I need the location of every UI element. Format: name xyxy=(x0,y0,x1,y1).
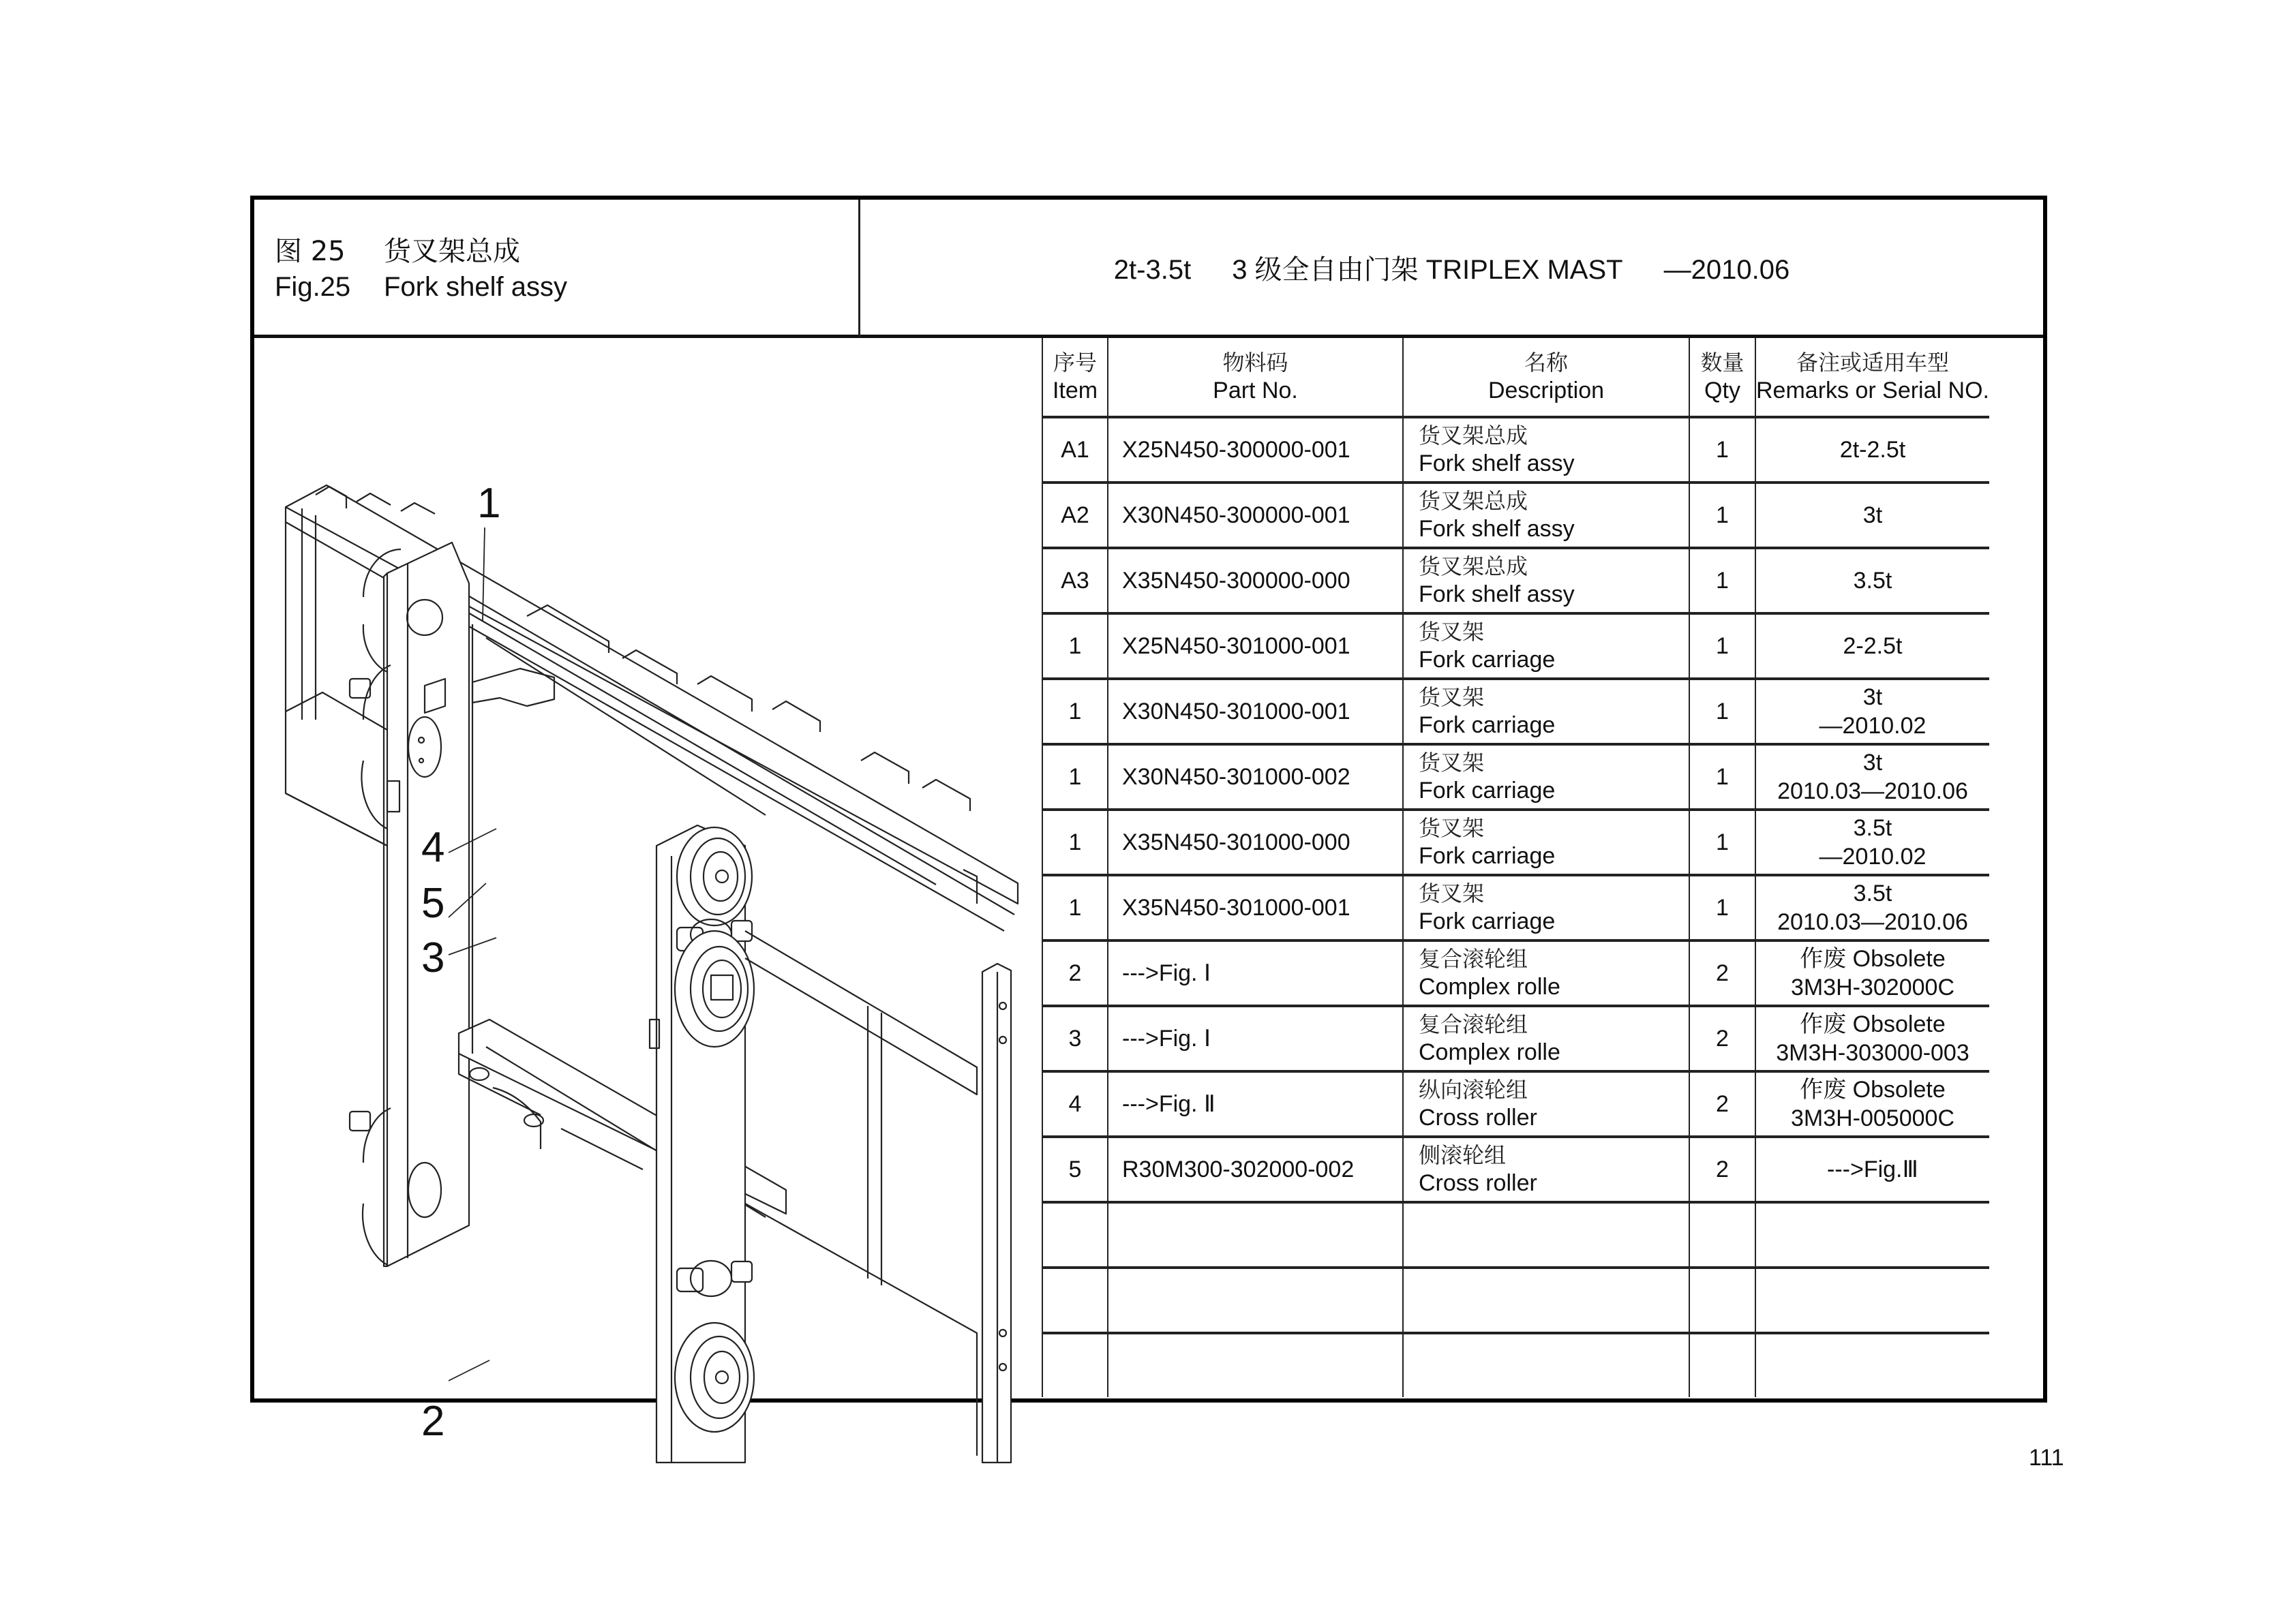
cell-description: 货叉架总成 Fork shelf assy xyxy=(1403,417,1689,483)
cell-part-no: --->Fig. Ⅱ xyxy=(1108,1071,1403,1137)
cell-description xyxy=(1403,1268,1689,1333)
table-row xyxy=(1042,875,1989,940)
table-row xyxy=(1042,613,1989,679)
figure-title-block xyxy=(254,200,860,338)
cell-item: A2 xyxy=(1042,483,1108,548)
cell-part-no: X30N450-301000-001 xyxy=(1108,679,1403,744)
figure-cn-name: 货叉架总成 xyxy=(384,236,520,267)
figure-en-label: Fig.25 xyxy=(275,272,351,302)
cell-description: 复合滚轮组 Complex rolle xyxy=(1403,940,1689,1006)
cell-part-no: X35N450-300000-000 xyxy=(1108,548,1403,613)
table-row xyxy=(1042,1006,1989,1071)
cell-remarks: 作废 Obsolete 3M3H-005000C xyxy=(1755,1071,1989,1137)
cell-part-no: X30N450-301000-002 xyxy=(1108,744,1403,810)
cell-qty: 1 xyxy=(1689,417,1755,483)
cell-part-no: X25N450-301000-001 xyxy=(1108,613,1403,679)
cell-remarks: 2-2.5t xyxy=(1755,613,1989,679)
cell-item: 1 xyxy=(1042,679,1108,744)
cell-remarks: 作废 Obsolete 3M3H-303000-003 xyxy=(1755,1006,1989,1071)
cell-qty: 1 xyxy=(1689,548,1755,613)
cell-part-no: X25N450-300000-001 xyxy=(1108,417,1403,483)
cell-item: 1 xyxy=(1042,875,1108,940)
cell-description: 货叉架 Fork carriage xyxy=(1403,613,1689,679)
cell-item: 1 xyxy=(1042,744,1108,810)
cell-item: A3 xyxy=(1042,548,1108,613)
cell-qty: 2 xyxy=(1689,1006,1755,1071)
col-header-remarks: 备注或适用车型 Remarks or Serial NO. xyxy=(1755,338,1989,417)
date-range-label: —2010.06 xyxy=(1663,254,1790,285)
mast-title-block xyxy=(860,200,2043,338)
cell-part-no: X30N450-300000-001 xyxy=(1108,483,1403,548)
cell-description: 货叉架 Fork carriage xyxy=(1403,679,1689,744)
table-row xyxy=(1042,548,1989,613)
cell-qty: 1 xyxy=(1689,483,1755,548)
cell-item: 5 xyxy=(1042,1137,1108,1202)
table-row xyxy=(1042,417,1989,483)
cell-description: 货叉架 Fork carriage xyxy=(1403,875,1689,940)
table-header-row xyxy=(1042,338,1989,417)
cell-qty: 1 xyxy=(1689,875,1755,940)
cell-qty: 1 xyxy=(1689,744,1755,810)
roller-3 xyxy=(675,931,754,1047)
roller-2 xyxy=(675,1323,754,1432)
cell-description: 货叉架 Fork carriage xyxy=(1403,810,1689,875)
cell-remarks xyxy=(1755,1202,1989,1268)
fork-carriage-illustration xyxy=(254,338,1042,1445)
mast-title xyxy=(1093,248,1810,287)
figure-en-name: Fork shelf assy xyxy=(384,272,567,302)
cell-description: 货叉架总成 Fork shelf assy xyxy=(1403,483,1689,548)
cell-remarks: 3t 2010.03—2010.06 xyxy=(1755,744,1989,810)
fork-carriage-drawing xyxy=(254,338,1042,1445)
callout-4: 4 xyxy=(421,824,445,871)
col-header-item: 序号 Item xyxy=(1042,338,1108,417)
cell-qty: 1 xyxy=(1689,810,1755,875)
cell-qty: 2 xyxy=(1689,1071,1755,1137)
tonnage-label: 2t-3.5t xyxy=(1113,254,1192,285)
cell-part-no: --->Fig. Ⅰ xyxy=(1108,1006,1403,1071)
cell-description: 货叉架 Fork carriage xyxy=(1403,744,1689,810)
cell-description: 复合滚轮组 Complex rolle xyxy=(1403,1006,1689,1071)
table-row xyxy=(1042,483,1989,548)
cell-description xyxy=(1403,1202,1689,1268)
cell-part-no: X35N450-301000-000 xyxy=(1108,810,1403,875)
callout-3: 3 xyxy=(421,934,445,981)
cell-item xyxy=(1042,1333,1108,1397)
col-header-part-no: 物料码 Part No. xyxy=(1108,338,1403,417)
table-row xyxy=(1042,1202,1989,1268)
col-header-description: 名称 Description xyxy=(1403,338,1689,417)
col-header-qty: 数量 Qty xyxy=(1689,338,1755,417)
cell-remarks xyxy=(1755,1333,1989,1397)
cell-qty xyxy=(1689,1333,1755,1397)
cell-item xyxy=(1042,1202,1108,1268)
page-number: 111 xyxy=(2029,1445,2064,1471)
page-frame xyxy=(250,196,2047,1445)
table-row xyxy=(1042,1071,1989,1137)
mast-type-label: 3 级全自由门架 TRIPLEX MAST xyxy=(1232,254,1623,285)
cell-remarks: 3.5t —2010.02 xyxy=(1755,810,1989,875)
cell-item: A1 xyxy=(1042,417,1108,483)
cell-item: 1 xyxy=(1042,810,1108,875)
cell-item xyxy=(1042,1268,1108,1333)
table-row xyxy=(1042,679,1989,744)
table-row xyxy=(1042,1333,1989,1397)
figure-cn-label: 图 25 xyxy=(275,236,346,267)
cell-description: 侧滚轮组 Cross roller xyxy=(1403,1137,1689,1202)
cell-description xyxy=(1403,1333,1689,1397)
figure-en-title xyxy=(275,272,567,303)
cell-remarks: --->Fig.Ⅲ xyxy=(1755,1137,1989,1202)
table-row xyxy=(1042,1137,1989,1202)
cell-part-no: --->Fig. Ⅰ xyxy=(1108,940,1403,1006)
table-row xyxy=(1042,940,1989,1006)
cell-remarks: 作废 Obsolete 3M3H-302000C xyxy=(1755,940,1989,1006)
cell-part-no xyxy=(1108,1268,1403,1333)
figure-cn-title xyxy=(275,230,520,269)
callout-1: 1 xyxy=(477,480,501,527)
cell-remarks xyxy=(1755,1268,1989,1333)
cell-remarks: 3.5t 2010.03—2010.06 xyxy=(1755,875,1989,940)
cell-item: 4 xyxy=(1042,1071,1108,1137)
roller-4 xyxy=(677,827,752,925)
callout-5: 5 xyxy=(421,880,445,927)
cell-qty: 2 xyxy=(1689,1137,1755,1202)
callout-2: 2 xyxy=(421,1398,445,1445)
cell-remarks: 3.5t xyxy=(1755,548,1989,613)
cell-part-no xyxy=(1108,1333,1403,1397)
cell-description: 货叉架总成 Fork shelf assy xyxy=(1403,548,1689,613)
cell-part-no: X35N450-301000-001 xyxy=(1108,875,1403,940)
cell-item: 1 xyxy=(1042,613,1108,679)
parts-table xyxy=(1042,338,1989,1397)
cell-part-no xyxy=(1108,1202,1403,1268)
table-row xyxy=(1042,1268,1989,1333)
cell-remarks: 3t xyxy=(1755,483,1989,548)
cell-item: 3 xyxy=(1042,1006,1108,1071)
cell-qty: 2 xyxy=(1689,940,1755,1006)
table-row xyxy=(1042,810,1989,875)
cell-qty xyxy=(1689,1268,1755,1333)
cell-remarks: 2t-2.5t xyxy=(1755,417,1989,483)
cell-remarks: 3t —2010.02 xyxy=(1755,679,1989,744)
table-row xyxy=(1042,744,1989,810)
cell-qty xyxy=(1689,1202,1755,1268)
cell-part-no: R30M300-302000-002 xyxy=(1108,1137,1403,1202)
cell-qty: 1 xyxy=(1689,613,1755,679)
cell-qty: 1 xyxy=(1689,679,1755,744)
cell-description: 纵向滚轮组 Cross roller xyxy=(1403,1071,1689,1137)
cell-item: 2 xyxy=(1042,940,1108,1006)
